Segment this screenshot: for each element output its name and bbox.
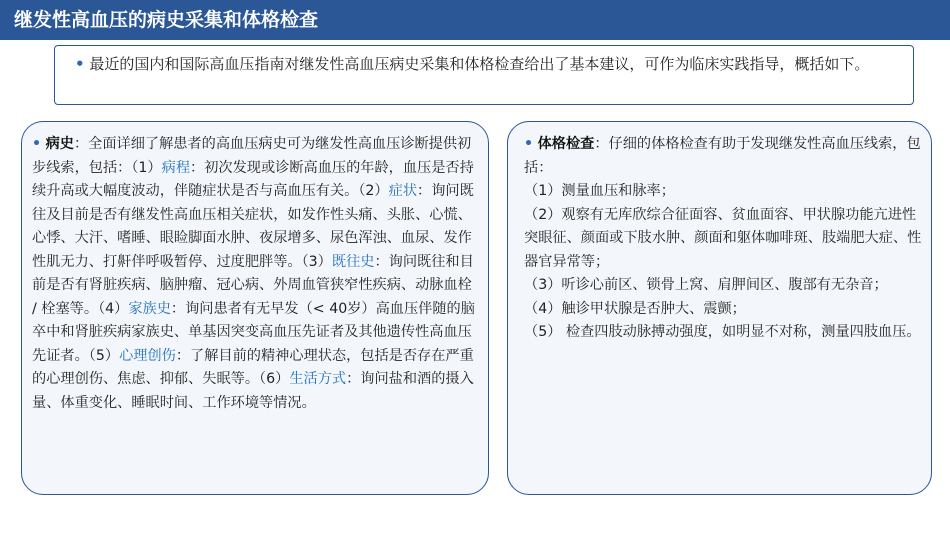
exam-item: （4）触诊甲状腺是否肿大、震颤； (524, 300, 746, 317)
exam-lead: ：仔细的体格检查有助于发现继发性高血压线索，包括： (524, 136, 921, 176)
term-lifestyle: 生活方式 (289, 371, 347, 387)
intro-text: 最近的国内和国际高血压指南对继发性高血压病史采集和体格检查给出了基本建议，可作为临床实践指导，概括如下。 (89, 55, 870, 73)
term-psych-trauma: 心理创伤 (119, 347, 176, 364)
intro-box (54, 45, 914, 105)
term-symptoms: 症状 (388, 183, 418, 199)
exam-panel (507, 121, 932, 495)
history-heading: 病史 (45, 136, 74, 152)
bullet-icon: • (32, 136, 42, 152)
page-title: 继发性高血压的病史采集和体格检查 (0, 0, 950, 40)
exam-item: （1）测量血压和脉率； (524, 183, 675, 199)
desc-psych-trauma: ：了解目前的精神心理状态，包括是否存在严重的心理创伤、焦虑、抑郁、失眠等。（6） (32, 347, 474, 387)
desc-lifestyle: ：询问盐和酒的摄入量、体重变化、睡眠时间、工作环境等情况。 (32, 371, 474, 411)
desc-symptoms: ：询问既往及目前是否有继发性高血压相关症状，如发作性头痛、头胀、心慌、心悸、大汗、嗜睡、眼睑脚面水肿、夜尿增多、尿色浑浊、血尿、发作性肌无力、打鼾伴呼吸暂停、过度肥胖等。（3） (32, 183, 474, 270)
desc-past-history: ：询问既往和目前是否有肾脏疾病、脑肿瘤、冠心病、外周血管狭窄性疾病、动脉血栓 / 栓塞等。（4） (32, 253, 474, 317)
term-family-history: 家族史 (128, 300, 171, 317)
exam-item: （2）观察有无库欣综合征面容、贫血面容、甲状腺功能亢进性突眼征、颜面或下肢水肿、颜面和躯体咖啡斑、肢端肥大症、性器官异常等； (524, 206, 922, 270)
exam-item: （3）听诊心前区、锁骨上窝、肩胛间区、腹部有无杂音； (524, 277, 888, 293)
bullet-icon: • (75, 55, 85, 73)
desc-family-history: ：询问患者有无早发（< 40岁）高血压伴随的脑卒中和肾脏疾病家族史、单基因突变高血压先证者及其他遗传性高血压先证者。（5） (32, 300, 475, 364)
term-past-history: 既往史 (331, 253, 375, 270)
history-paragraph (32, 133, 478, 415)
exam-heading: 体格检查 (537, 136, 595, 152)
desc-course: ：初次发现或诊断高血压的年龄，血压是否持续升高或大幅度波动，伴随症状是否与高血压有关。（2） (32, 159, 474, 199)
exam-item: （5） 检查四肢动脉搏动强度，如明显不对称，测量四肢血压。 (524, 324, 921, 340)
term-course: 病程 (161, 159, 191, 176)
history-panel (21, 121, 489, 495)
history-lead: ：全面详细了解患者的高血压病史可为继发性高血压诊断提供初步线索，包括：（1） (32, 136, 472, 176)
exam-intro (524, 133, 923, 180)
bullet-icon: • (524, 136, 534, 152)
